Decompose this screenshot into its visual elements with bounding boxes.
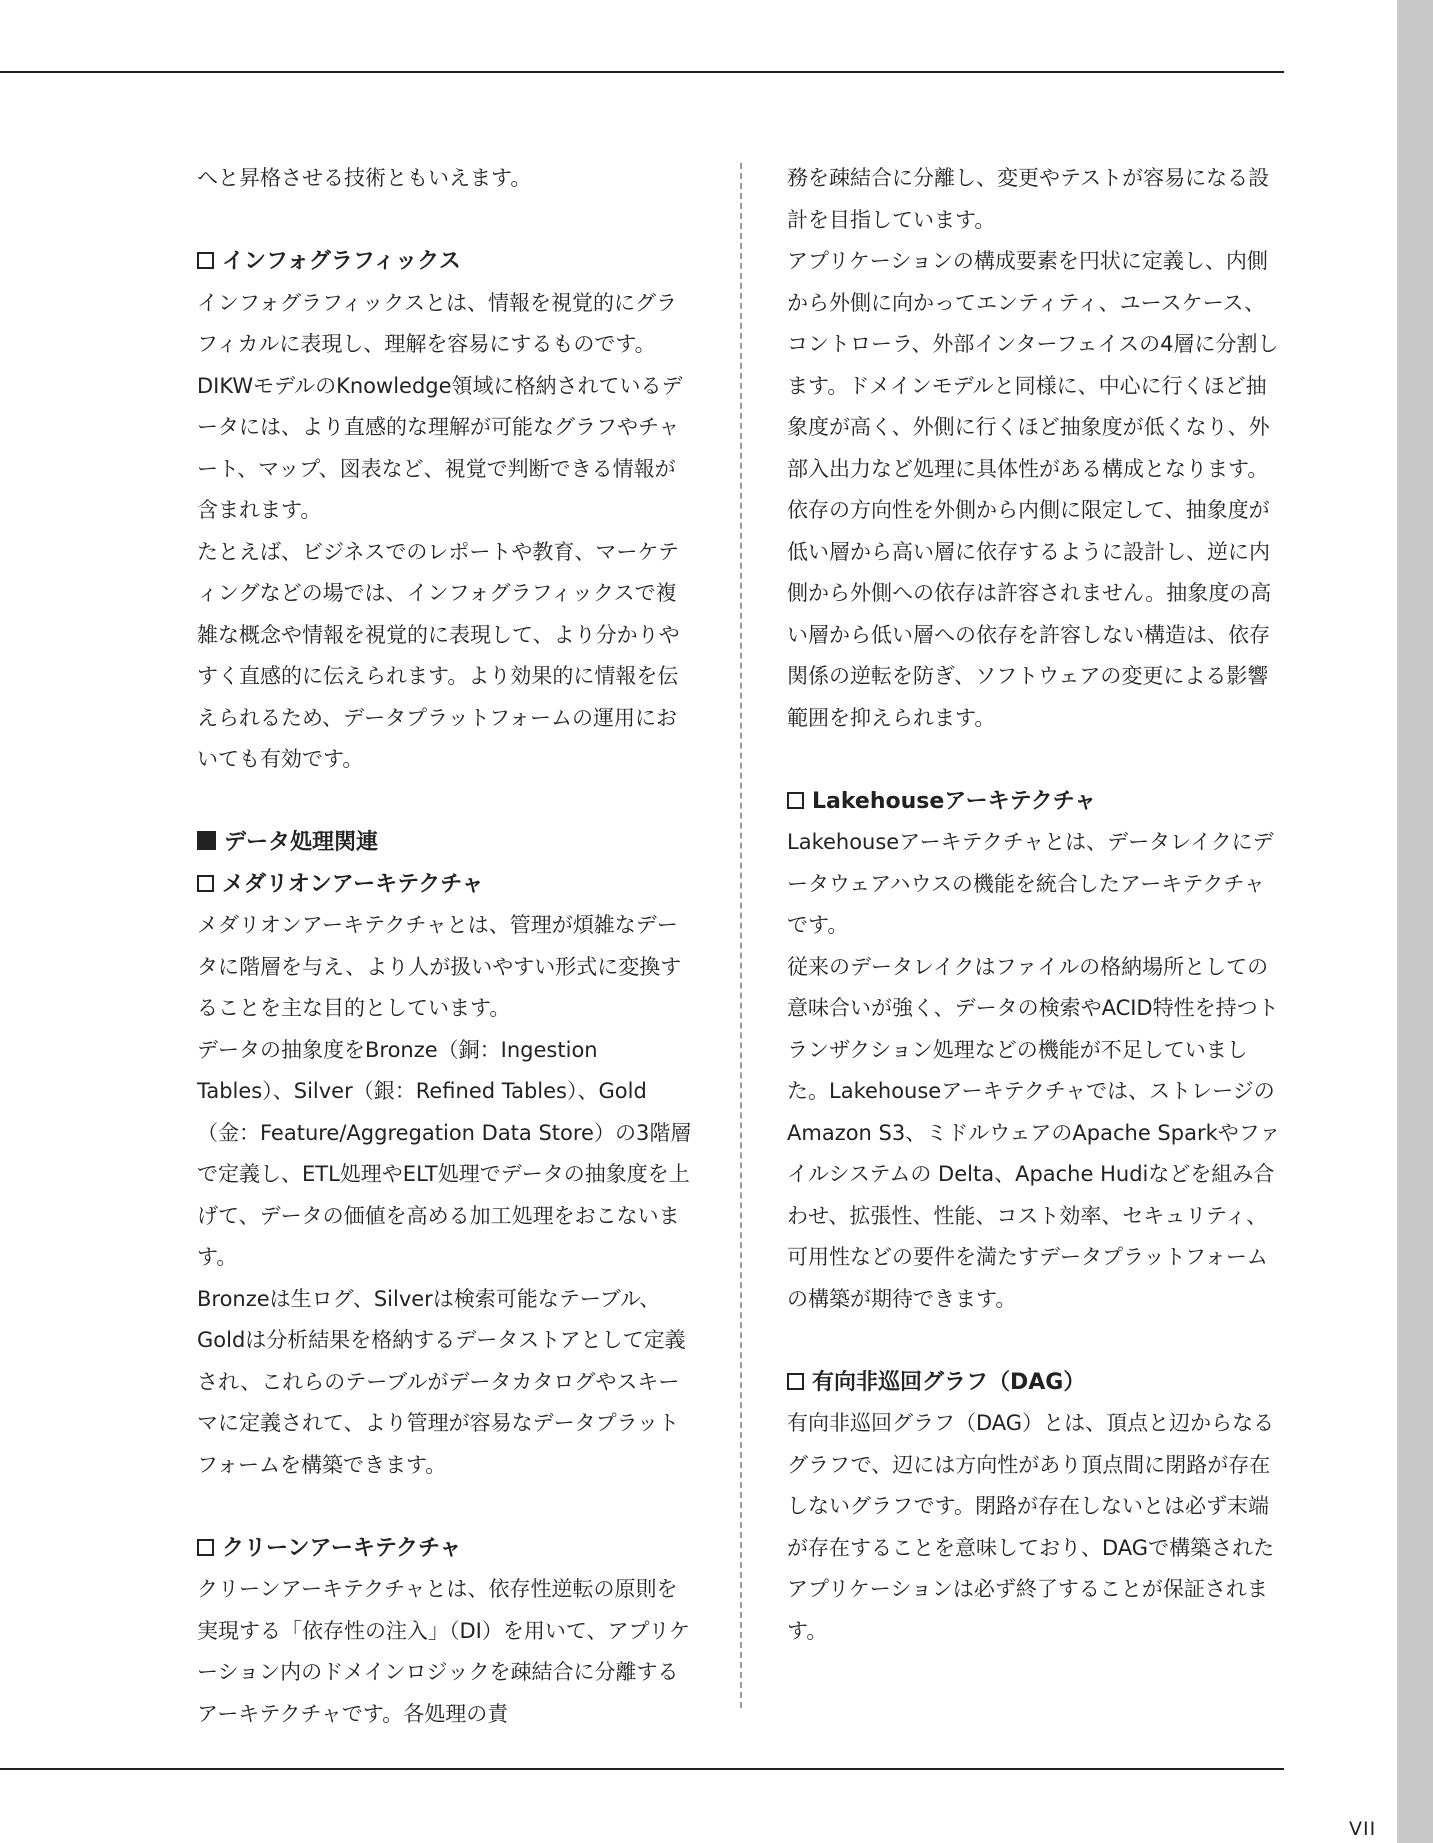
checkbox-icon (197, 1539, 214, 1556)
infographics-paragraph: たとえば、ビジネスでのレポートや教育、マーケティングなどの場では、インフォグラフィックスで複雑な概念や情報を視覚的に表現して、より分かりやすく直感的に伝えられます。より効果的に情報を伝えられるため、データプラットフォームの運用においても有効です。 (197, 539, 680, 771)
lakehouse-paragraph: 従来のデータレイクはファイルの格納場所としての意味合いが強く、データの検索やACID特性を持つトランザクション処理などの機能が不足していました。Lakehouseアーキテクチャでは、ストレージのAmazon S3、ミドルウェアのApache Sparkやファイルシステムの Delta、Apache Hudiなどを組み合わせ、拡張性、性能、コスト効率、セキュリティ、可用性などの要件を満たすデータプラットフォームの構築が期待できます。 (787, 954, 1281, 1311)
medallion-heading: メダリオンアーキテクチャ (197, 864, 694, 906)
section-heading: データ処理関連 (197, 822, 694, 864)
left-column (197, 158, 694, 1735)
lakehouse-heading: Lakehouseアーキテクチャ (787, 781, 1284, 823)
right-column (787, 158, 1284, 1652)
intro-paragraph: へと昇格させる技術ともいえます。 (197, 166, 532, 190)
clean-continued-paragraph: アプリケーションの構成要素を円状に定義し、内側から外側に向かってエンティティ、ユースケース、コントローラ、外部インターフェイスの4層に分割します。ドメインモデルと同様に、中心に行くほど抽象度が高く、外側に行くほど抽象度が低くなり、外部入出力など処理に具体性がある構成となります。 (787, 249, 1279, 481)
page-number: VII (1349, 1818, 1377, 1840)
dag-paragraph: 有向非巡回グラフ（DAG）とは、頂点と辺からなるグラフで、辺には方向性があり頂点間に閉路が存在しないグラフです。閉路が存在しないとは必ず末端が存在することを意味しており、DAGで構築されたアプリケーションは必ず終了することが保証されます。 (787, 1411, 1275, 1643)
bottom-rule (0, 1768, 1284, 1770)
medallion-paragraph: データの抽象度をBronze（銅：Ingestion Tables）、Silver（銀：Refined Tables）、Gold（金：Feature/Aggregation Data Store）の3階層で定義し、ETL処理やELT処理でデータの抽象度を上げて、データの価値を高める加工処理をおこないます。 (197, 1037, 692, 1269)
dag-heading: 有向非巡回グラフ（DAG） (787, 1362, 1284, 1404)
filled-square-icon (197, 831, 216, 850)
clean-continued-paragraph: 依存の方向性を外側から内側に限定して、抽象度が低い層から高い層に依存するように設計し、逆に内側から外側への依存は許容されません。抽象度の高い層から低い層への依存を許容しない構造は、依存関係の逆転を防ぎ、ソフトウェアの変更による影響範囲を抑えられます。 (787, 498, 1272, 730)
side-tab (1397, 0, 1433, 1843)
lakehouse-paragraph: Lakehouseアーキテクチャとは、データレイクにデータウェアハウスの機能を統合したアーキテクチャです。 (787, 830, 1274, 937)
column-divider (740, 163, 742, 1708)
checkbox-icon (787, 1373, 804, 1390)
medallion-paragraph: Bronzeは生ログ、Silverは検索可能なテーブル、Goldは分析結果を格納するデータストアとして定義され、これらのテーブルがデータカタログやスキーマに定義されて、より管理が容易なデータプラットフォームを構築できます。 (197, 1286, 686, 1477)
clean-heading: クリーンアーキテクチャ (197, 1528, 694, 1570)
clean-paragraph: クリーンアーキテクチャとは、依存性逆転の原則を実現する「依存性の注入」（DI）を用いて、アプリケーション内のドメインロジックを疎結合に分離するアーキテクチャです。各処理の責 (197, 1577, 691, 1726)
medallion-paragraph: メダリオンアーキテクチャとは、管理が煩雑なデータに階層を与え、より人が扱いやすい形式に変換することを主な目的としています。 (197, 913, 682, 1020)
checkbox-icon (197, 252, 214, 269)
checkbox-icon (197, 875, 214, 892)
top-rule (0, 71, 1284, 73)
checkbox-icon (787, 792, 804, 809)
clean-continued-paragraph: 務を疎結合に分離し、変更やテストが容易になる設計を目指しています。 (787, 166, 1270, 232)
infographics-heading: インフォグラフィックス (197, 241, 694, 283)
infographics-paragraph: インフォグラフィックスとは、情報を視覚的にグラフィカルに表現し、理解を容易にするものです。DIKWモデルのKnowledge領域に格納されているデータには、より直感的な理解が可能なグラフやチャート、マップ、図表など、視覚で判断できる情報が含まれます。 (197, 290, 683, 522)
